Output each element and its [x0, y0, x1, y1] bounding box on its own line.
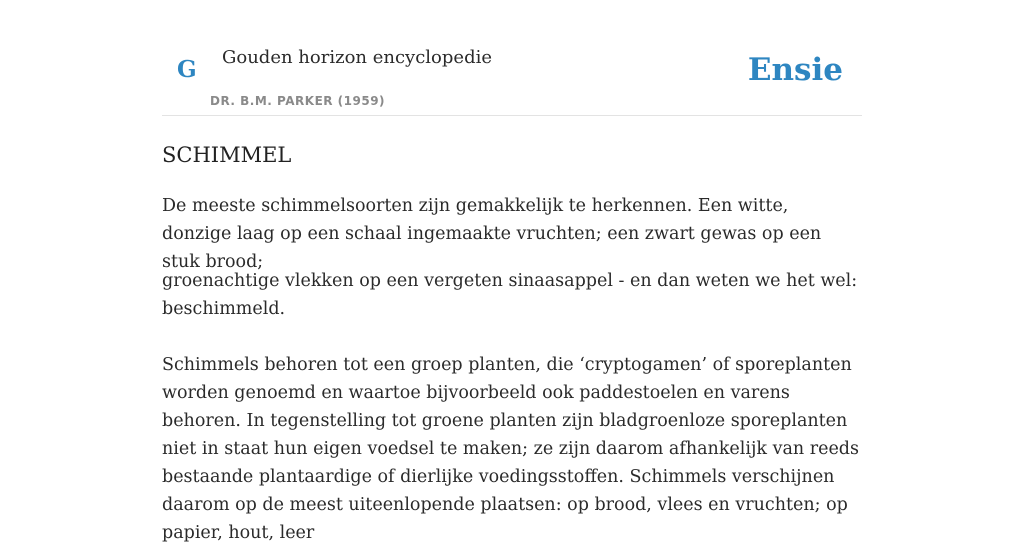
- book-author: DR. B.M. PARKER (1959): [210, 94, 386, 108]
- article-paragraph: Schimmels behoren tot een groep planten, die ‘cryptogamen’ of sporeplanten worden genoemd en waartoe bijvoorbeeld ook paddestoelen en varens behoren. In tegenstelling tot groene planten zijn bladgroenloze sporeplanten niet in staat hun eigen voedsel te maken; ze zijn daarom afhankelijk van reeds bestaande plantaardige of dierlijke voedingsstoffen. Schimmels verschijnen daarom op de meest uiteenlopende plaatsen: op brood, vlees en vruchten; op papier, hout, leer: [162, 355, 859, 543]
- book-title[interactable]: Gouden horizon encyclopedie: [222, 47, 492, 68]
- header: [162, 0, 862, 116]
- article-paragraph: De meeste schimmelsoorten zijn gemakkelijk te herkennen. Een witte, donzige laag op een schaal ingemaakte vruchten; een zwart gewas op een stuk brood;: [162, 196, 822, 272]
- book-logo-icon[interactable]: G: [177, 56, 197, 83]
- page: [162, 0, 862, 543]
- article-headword: SCHIMMEL: [162, 143, 292, 167]
- brand-logo[interactable]: Ensie: [747, 52, 843, 88]
- article-paragraph: groenachtige vlekken op een vergeten sinaasappel - en dan weten we het wel: beschimmeld.: [162, 271, 858, 319]
